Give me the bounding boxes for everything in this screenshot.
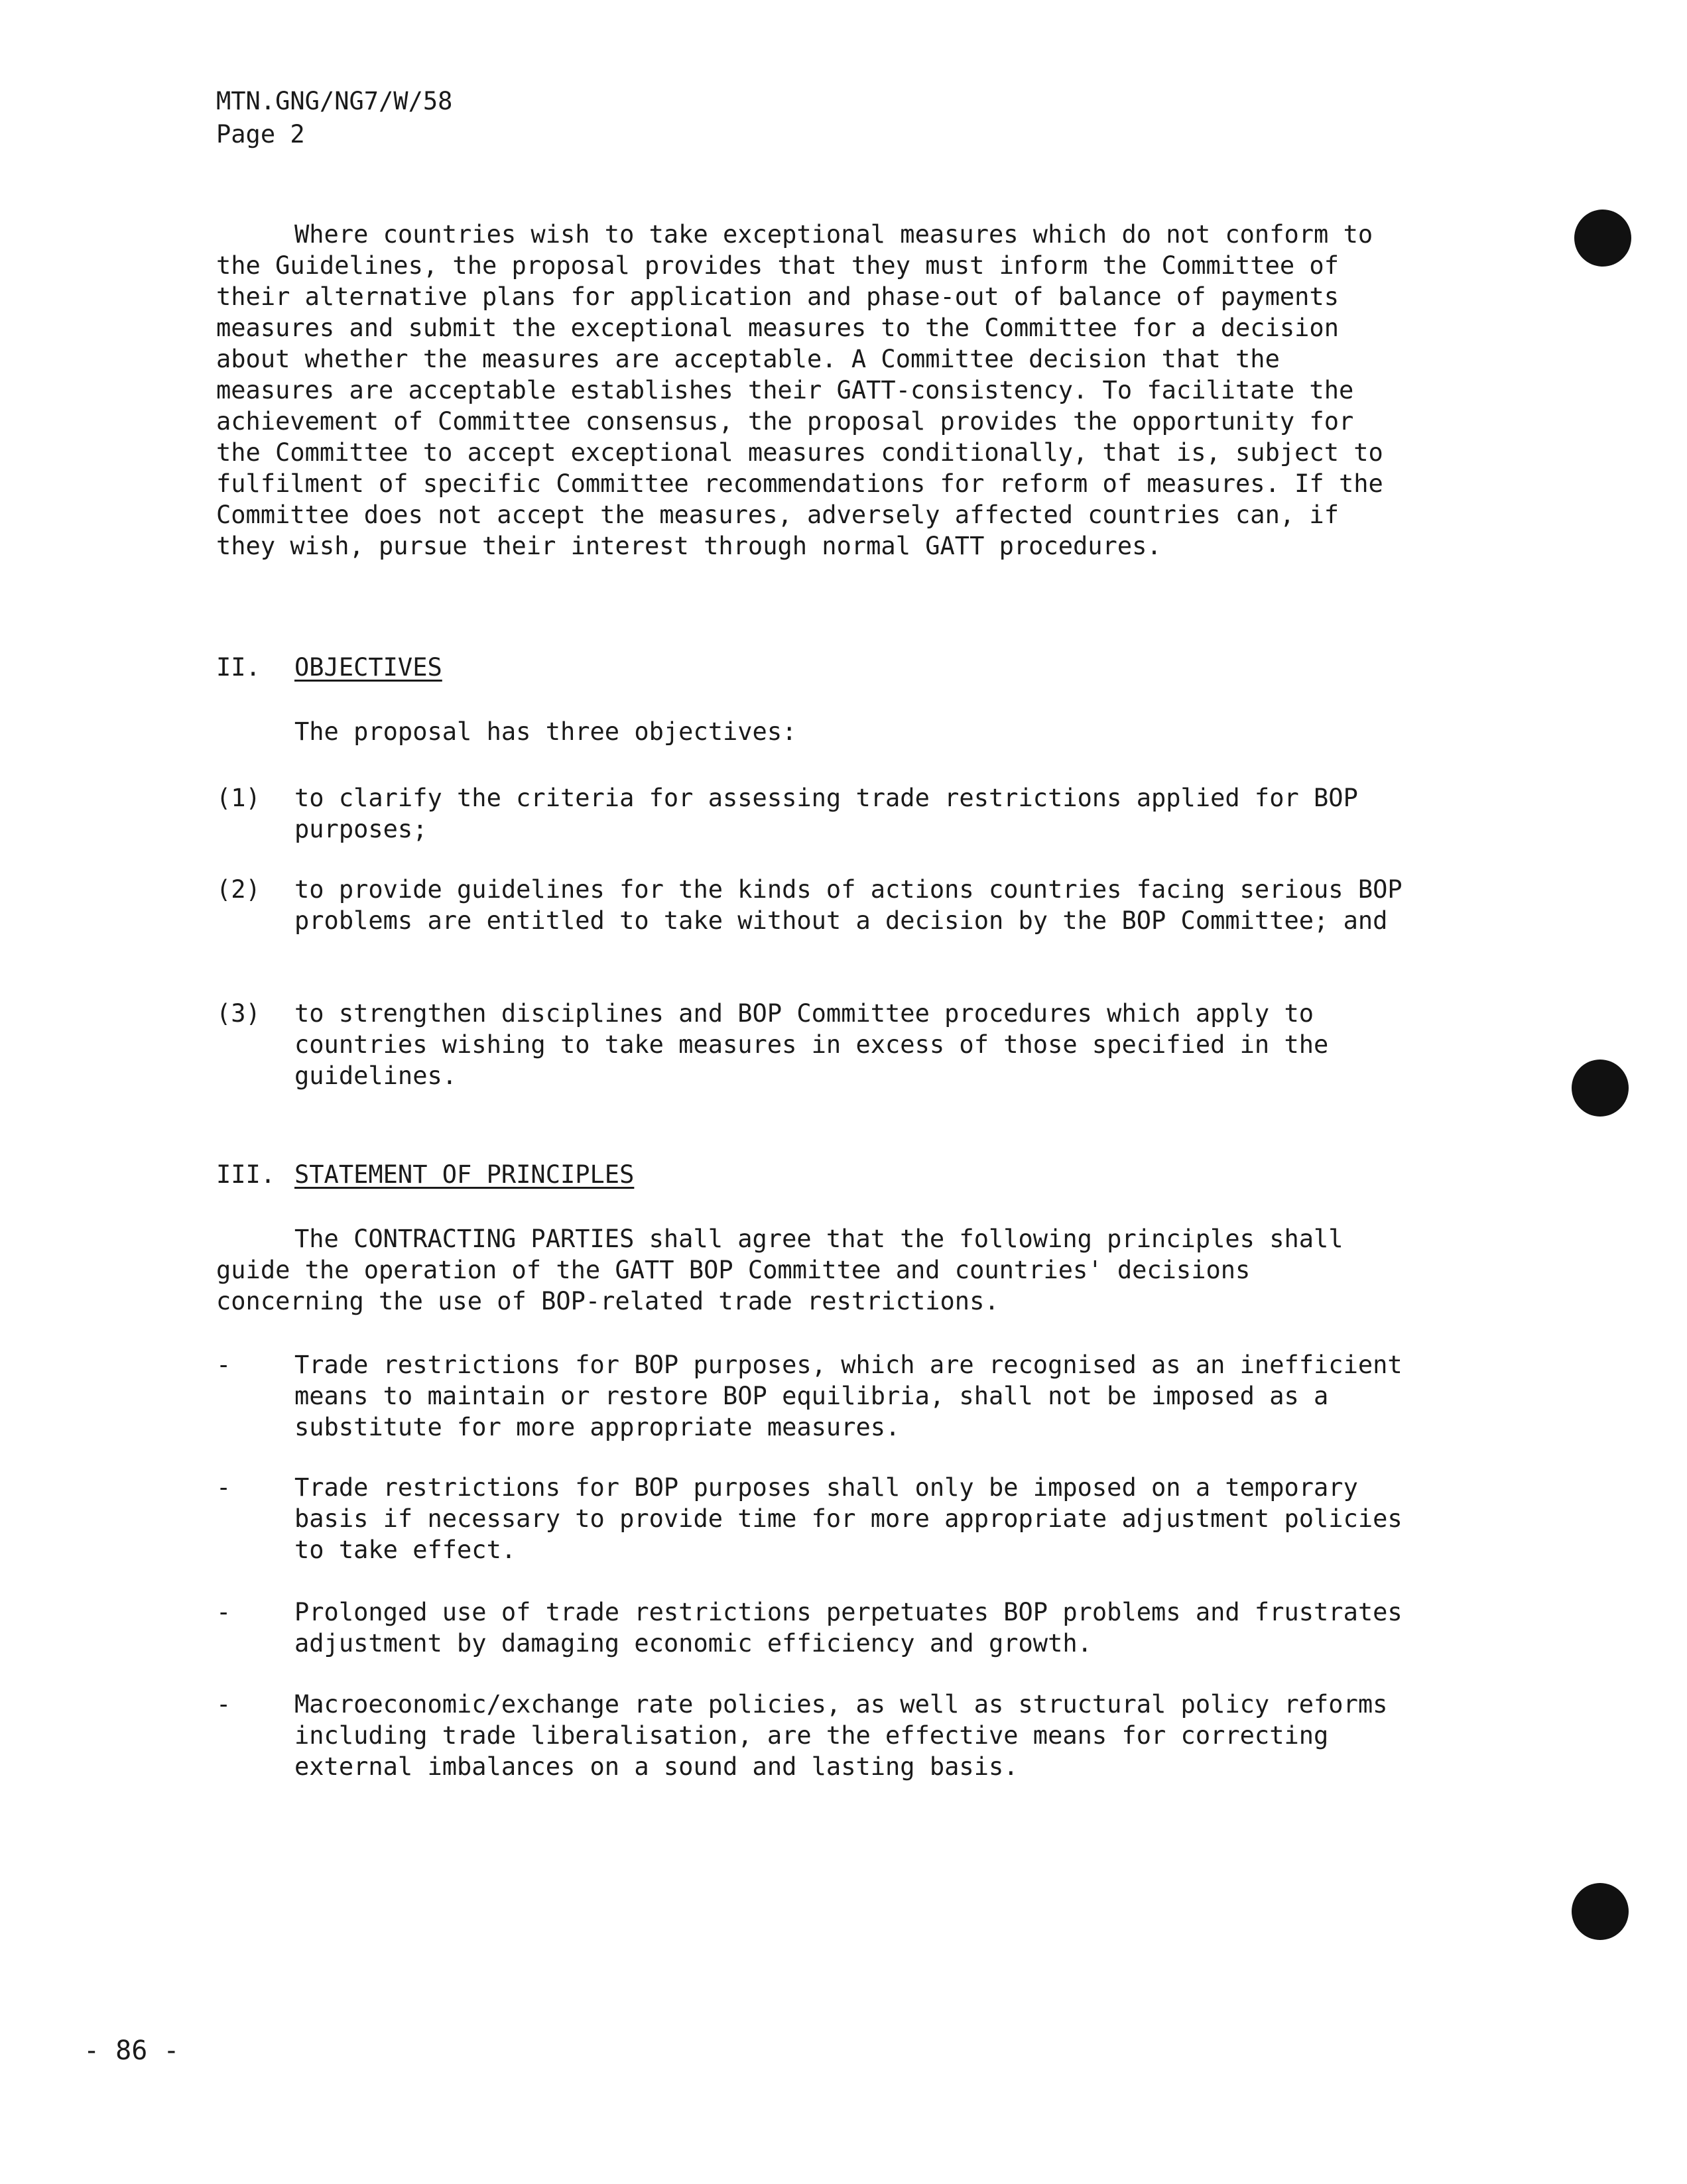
document-header bbox=[216, 85, 452, 151]
bullet-dash: - bbox=[216, 1473, 231, 1502]
list-item bbox=[216, 1597, 1410, 1659]
list-item-text: to strengthen disciplines and BOP Committee procedures which apply to countries wishing to take measures in excess of those specified in the guidelines. bbox=[294, 999, 1329, 1090]
section-heading-principles bbox=[216, 1160, 634, 1189]
intro-paragraph: Where countries wish to take exceptional measures which do not conform to the Guidelines, the proposal provides that they must inform the Committee of their alternative plans for application and phase-out of balance of payments measures and submit the exceptional measures to the Committee for a decision about whether the measures are acceptable. A Committee decision that the measures are acceptable establishes their GATT-consistency. To facilitate the achievement of Committee consensus, the proposal provides the opportunity for the Committee to accept exceptional measures conditionally, that is, subject to fulfilment of specific Committee recommendations for reform of measures. If the Committee does not accept the measures, adversely affected countries can, if they wish, pursue their interest through normal GATT procedures. bbox=[216, 220, 1383, 560]
section-number: III. bbox=[216, 1160, 276, 1189]
list-marker: (2) bbox=[216, 875, 261, 904]
list-item bbox=[216, 1349, 1410, 1443]
section-title: OBJECTIVES bbox=[294, 653, 442, 682]
list-item bbox=[216, 1472, 1410, 1565]
punch-hole-top bbox=[1574, 210, 1631, 267]
list-item bbox=[216, 874, 1410, 936]
section-heading-objectives bbox=[216, 653, 442, 682]
list-item bbox=[216, 998, 1410, 1091]
section-number: II. bbox=[216, 653, 261, 682]
bullet-dash: - bbox=[216, 1690, 231, 1719]
list-item-text: to clarify the criteria for assessing trade restrictions applied for BOP purposes; bbox=[294, 784, 1358, 843]
objectives-intro: The proposal has three objectives: bbox=[294, 717, 797, 746]
list-item-text: to provide guidelines for the kinds of actions countries facing serious BOP problems are entitled to take without a decision by the BOP Committee; and bbox=[294, 875, 1403, 935]
list-item bbox=[216, 1689, 1410, 1782]
punch-hole-bottom bbox=[1572, 1883, 1629, 1940]
intro-paragraph-block bbox=[216, 219, 1410, 562]
principles-intro: The CONTRACTING PARTIES shall agree that the following principles shall guide the operation of the GATT BOP Committee and countries' decisions concerning the use of BOP-related trade restrictions. bbox=[216, 1225, 1343, 1315]
bullet-dash: - bbox=[216, 1598, 231, 1626]
section-title: STATEMENT OF PRINCIPLES bbox=[294, 1160, 635, 1189]
objectives-intro-block bbox=[216, 716, 1410, 747]
list-item bbox=[216, 782, 1410, 845]
list-item-text: Trade restrictions for BOP purposes, which are recognised as an inefficient means to maintain or restore BOP equilibria, shall not be imposed as a substitute for more appropriate measures. bbox=[294, 1351, 1403, 1441]
page-number-footer: - 86 - bbox=[84, 2035, 180, 2066]
document-id: MTN.GNG/NG7/W/58 bbox=[216, 87, 453, 115]
list-marker: (1) bbox=[216, 784, 261, 812]
page-label: Page 2 bbox=[216, 120, 305, 149]
principles-intro-block bbox=[216, 1223, 1410, 1317]
punch-hole-middle bbox=[1572, 1060, 1629, 1117]
bullet-dash: - bbox=[216, 1351, 231, 1379]
list-item-text: Macroeconomic/exchange rate policies, as well as structural policy reforms including trade liberalisation, are the effective means for correcting external imbalances on a sound and lasting basis. bbox=[294, 1690, 1388, 1781]
list-item-text: Prolonged use of trade restrictions perpetuates BOP problems and frustrates adjustment by damaging economic efficiency and growth. bbox=[294, 1598, 1403, 1658]
list-item-text: Trade restrictions for BOP purposes shall only be imposed on a temporary basis if necessary to provide time for more appropriate adjustment policies to take effect. bbox=[294, 1473, 1403, 1564]
list-marker: (3) bbox=[216, 999, 261, 1028]
